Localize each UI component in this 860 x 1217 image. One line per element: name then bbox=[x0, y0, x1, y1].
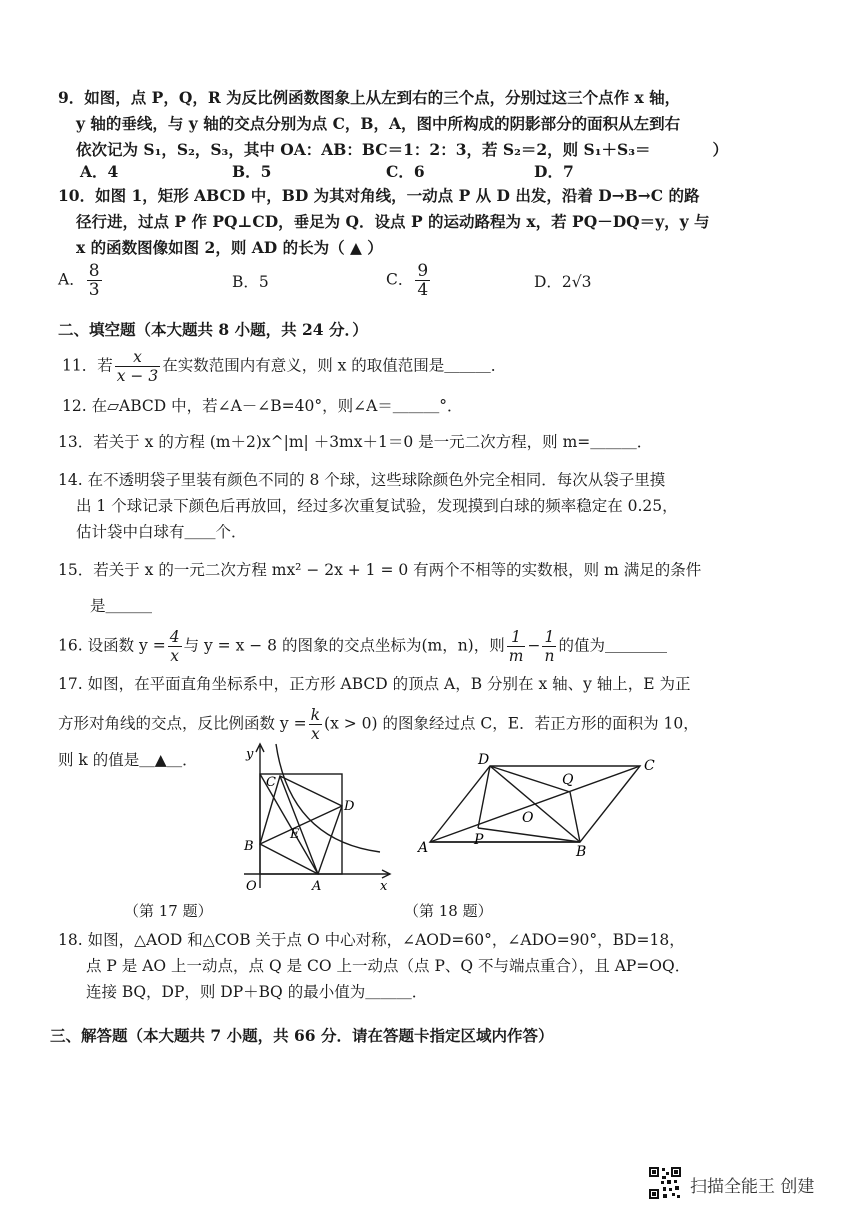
fig17-label-a: A bbox=[312, 879, 322, 894]
fig18-label-c: C bbox=[644, 758, 655, 774]
q9-option-d: D．7 bbox=[534, 162, 574, 181]
q14-line1: 14. 在不透明袋子里装有颜色不同的 8 个球，这些球除颜色外完全相同．每次从袋子里摸 bbox=[58, 471, 666, 489]
q12: 12. 在▱ABCD 中，若∠A－∠B=40°，则∠A＝＿＿＿°． bbox=[62, 397, 463, 415]
q14-line3: 估计袋中白球有＿＿个． bbox=[76, 523, 247, 541]
q10-option-c: C． $\frac{9}{4}$ bbox=[386, 261, 429, 300]
fig17-caption: （第 17 题） bbox=[124, 902, 213, 920]
q9-option-b: B．5 bbox=[232, 162, 272, 181]
fig18-label-b: B bbox=[576, 844, 587, 860]
q9-option-c: C．6 bbox=[386, 162, 425, 181]
q17-line1: 17. 如图，在平面直角坐标系中，正方形 ABCD 的顶点 A，B 分别在 x 轴、y 轴上，E 为正 bbox=[58, 675, 691, 693]
q10-option-a: A． $\frac{8}{3}$ bbox=[58, 261, 100, 300]
q18-line2: 点 P 是 AO 上一动点，点 Q 是 CO 上一动点（点 P、Q 不与端点重合），且 AP=OQ． bbox=[86, 957, 691, 975]
fig17-label-e: E bbox=[290, 827, 300, 842]
q10-line2: 径行进，过点 P 作 PQ⊥CD，垂足为 Q．设点 P 的运动路程为 x，若 PQ－DQ＝y，y 与 bbox=[76, 212, 710, 231]
section3-heading: 三、解答题（本大题共 7 小题，共 66 分．请在答题卡指定区域内作答） bbox=[50, 1026, 554, 1045]
q16: 16. 设函数 y = $\frac{4}{x}$ 与 y = x − 8 的图象的交点坐标为(m，n)，则 $\frac{1}{m}$ − $\frac{1}{n}$ 的值为＿＿＿＿ bbox=[58, 628, 667, 665]
fig17-label-c: C bbox=[266, 775, 276, 790]
q14-line2: 出 1 个球记录下颜色后再放回，经过多次重复试验，发现摸到白球的频率稳定在 0.25， bbox=[76, 497, 678, 515]
q18-line3: 连接 BQ，DP，则 DP＋BQ 的最小值为＿＿＿． bbox=[86, 983, 428, 1001]
q18-line1: 18. 如图，△AOD 和△COB 关于点 O 中心对称，∠AOD=60°，∠ADO=90°，BD=18， bbox=[58, 931, 685, 949]
q17-line3: 则 k 的值是＿▲＿． bbox=[58, 751, 198, 769]
q10-option-d: D．2√3 bbox=[534, 273, 592, 291]
fig18-label-p: P bbox=[474, 832, 484, 848]
fig17-label-d: D bbox=[344, 799, 355, 814]
q9-line1: 9．如图，点 P，Q，R 为反比例函数图象上从左到右的三个点，分别过这三个点作 x 轴， bbox=[58, 88, 681, 107]
fig17-label-b: B bbox=[244, 839, 254, 854]
q9-line3: 依次记为 S₁，S₂，S₃，其中 OA：AB：BC＝1：2：3，若 S₂＝2，则 S₁＋S₃＝ ） bbox=[76, 140, 729, 159]
fig18-label-q: Q bbox=[562, 772, 574, 788]
figure-18 bbox=[410, 748, 670, 860]
q9-option-a: A．4 bbox=[80, 162, 119, 181]
fig17-label-x: x bbox=[380, 879, 388, 894]
q17-line2: 方形对角线的交点，反比例函数 y = $\frac{k}{x}$ (x > 0) 的图象经过点 C，E．若正方形的面积为 10， bbox=[58, 706, 699, 743]
q11: 11．若 $\frac{x}{x - 3}$ 在实数范围内有意义，则 x 的取值范围是＿＿＿． bbox=[62, 348, 507, 385]
q10-option-b: B．5 bbox=[232, 273, 269, 291]
q10-line1: 10．如图 1，矩形 ABCD 中，BD 为其对角线，一动点 P 从 D 出发，沿着 D→B→C 的路 bbox=[58, 186, 700, 205]
q15-line2: 是＿＿＿ bbox=[90, 597, 153, 615]
q10-line3: x 的函数图像如图 2，则 AD 的长为（ ▲ ） bbox=[76, 238, 383, 257]
scanner-watermark: 扫描全能王 创建 bbox=[690, 1177, 815, 1197]
fig18-label-o: O bbox=[522, 810, 534, 826]
qr-code-icon bbox=[648, 1166, 682, 1200]
q13: 13．若关于 x 的方程 (m＋2)x^|m| ＋3mx＋1＝0 是一元二次方程，则 m=＿＿＿． bbox=[58, 433, 653, 451]
section2-heading: 二、填空题（本大题共 8 小题，共 24 分．） bbox=[58, 320, 368, 339]
fig18-caption: （第 18 题） bbox=[404, 902, 493, 920]
q9-line2: y 轴的垂线，与 y 轴的交点分别为点 C，B，A，图中所构成的阴影部分的面积从左到右 bbox=[76, 114, 681, 133]
fig18-label-d: D bbox=[478, 752, 490, 768]
fig18-label-a: A bbox=[418, 840, 429, 856]
figure-17 bbox=[230, 740, 400, 900]
fig17-label-y: y bbox=[246, 747, 254, 762]
fig17-label-o: O bbox=[246, 879, 257, 894]
q15-line1: 15．若关于 x 的一元二次方程 mx² − 2x + 1 = 0 有两个不相等的实数根，则 m 满足的条件 bbox=[58, 561, 702, 579]
